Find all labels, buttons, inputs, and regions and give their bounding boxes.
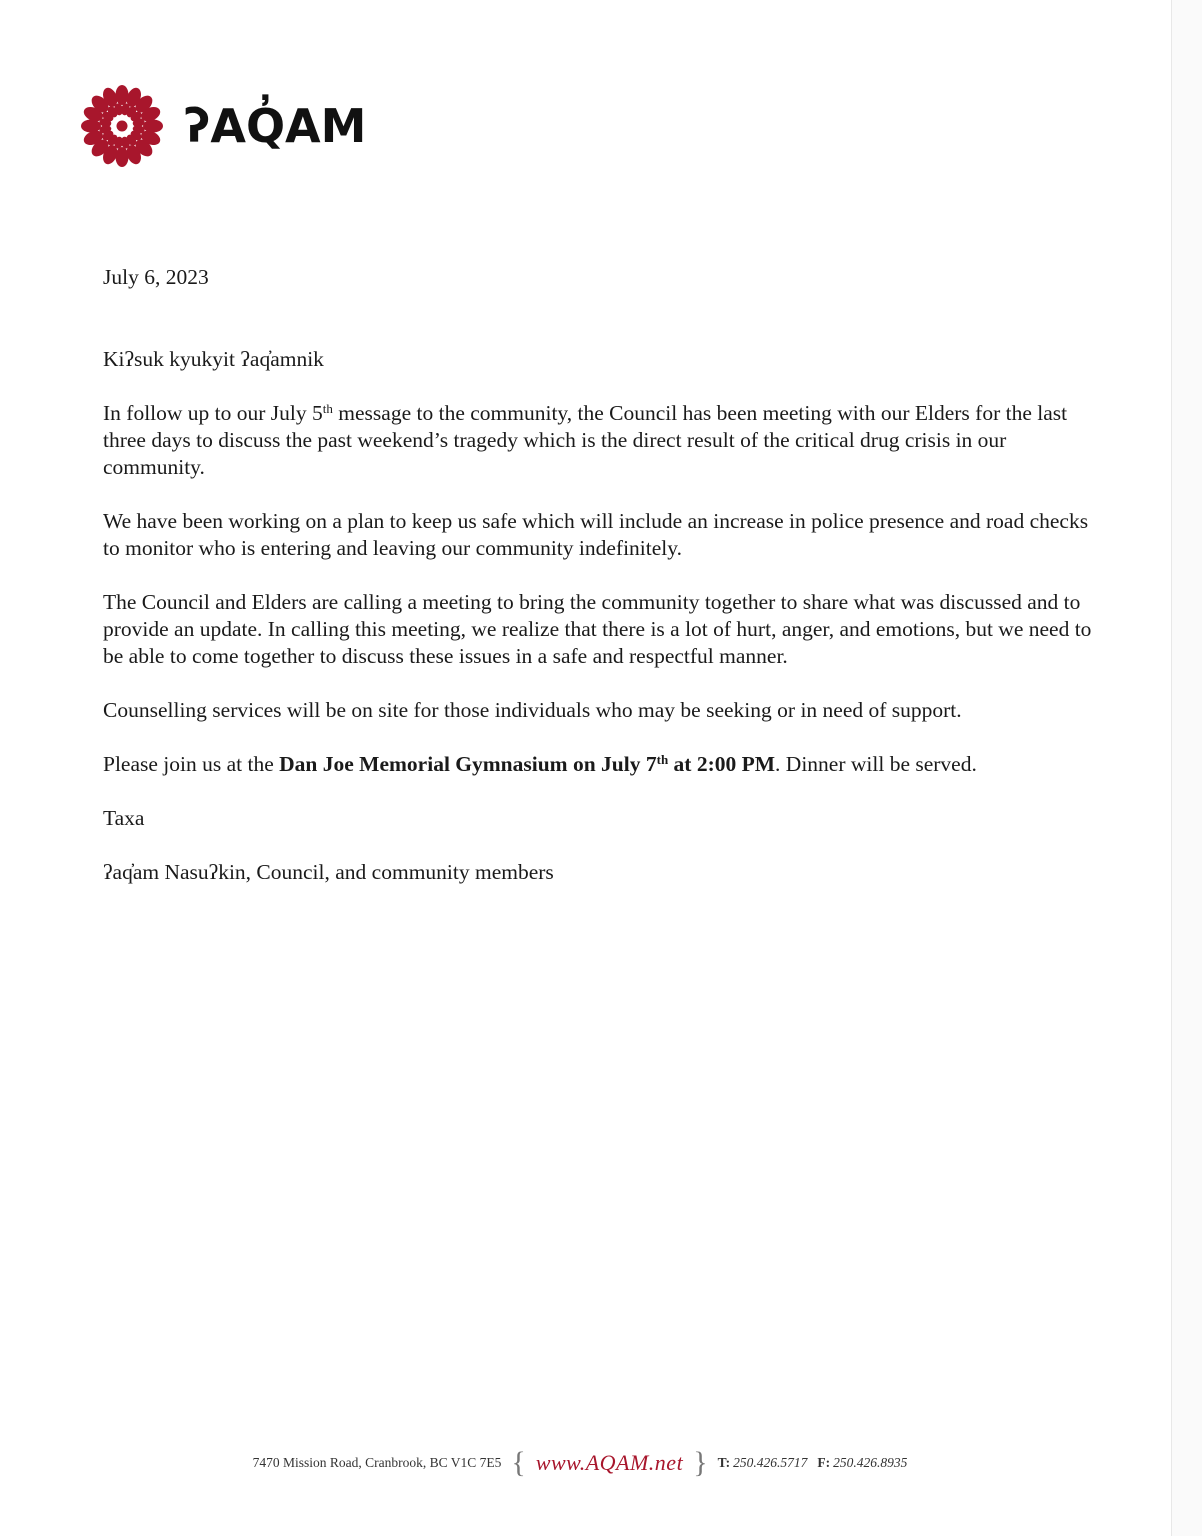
paragraph-4: Counselling services will be on site for those individuals who may be seeking or in need of support. <box>103 698 962 722</box>
paragraph-5 <box>103 751 1103 778</box>
paragraph-3: The Council and Elders are calling a meeting to bring the community together to share what was discussed and to provide an update. In calling this meeting, we realize that there is a lot of hurt, anger, and emotions, but we need to be able to come together to discuss these issues in a safe and respectful manner. <box>103 590 1092 668</box>
paragraph-2: We have been working on a plan to keep us safe which will include an increase in police presence and road checks to monitor who is entering and leaving our community indefinitely. <box>103 509 1089 560</box>
paragraph-1-text-b: message to the community, the Council has been meeting with our Elders for the last three days to discuss the past weekend’s tragedy which is the direct result of the critical drug crisis in our community. <box>103 401 1068 479</box>
brand-wordmark: ʔAQ̓AM <box>184 99 367 153</box>
paragraph-1 <box>103 400 1103 481</box>
superscript-th: th <box>656 752 669 767</box>
paragraph-1-text-a: In follow up to our July 5 <box>103 401 323 425</box>
meeting-location: Dan Joe Memorial Gymnasium on July 7 <box>279 752 657 776</box>
footer-phone: 250.426.5717 <box>733 1455 808 1470</box>
brace-close: } <box>693 1446 708 1479</box>
phone-label: T: <box>717 1455 731 1470</box>
letter-body <box>103 264 1103 913</box>
letter-closing: Taxa <box>103 806 145 830</box>
paragraph-5-text-c: . Dinner will be served. <box>775 752 977 776</box>
letter-date: July 6, 2023 <box>103 265 209 289</box>
meeting-time: at 2:00 PM <box>668 752 776 776</box>
superscript-th: th <box>322 401 333 416</box>
paragraph-5-text-a: Please join us at the <box>103 752 280 776</box>
flower-logo-icon <box>78 82 166 170</box>
letterhead-logo <box>78 82 366 170</box>
letterhead-footer <box>0 1446 1170 1480</box>
letter-signature: ʔaq̓am Nasuʔkin, Council, and community members <box>103 860 554 884</box>
footer-address: 7470 Mission Road, Cranbrook, BC V1C 7E5 <box>252 1455 502 1470</box>
page-edge <box>1171 0 1202 1536</box>
letter-greeting: Kiʔsuk kyukyit ʔaq̓amnik <box>103 347 324 371</box>
brace-open: { <box>511 1446 526 1479</box>
footer-website-link[interactable]: www.AQAM.net <box>535 1450 684 1475</box>
footer-fax: 250.426.8935 <box>833 1455 908 1470</box>
fax-label: F: <box>817 1455 831 1470</box>
